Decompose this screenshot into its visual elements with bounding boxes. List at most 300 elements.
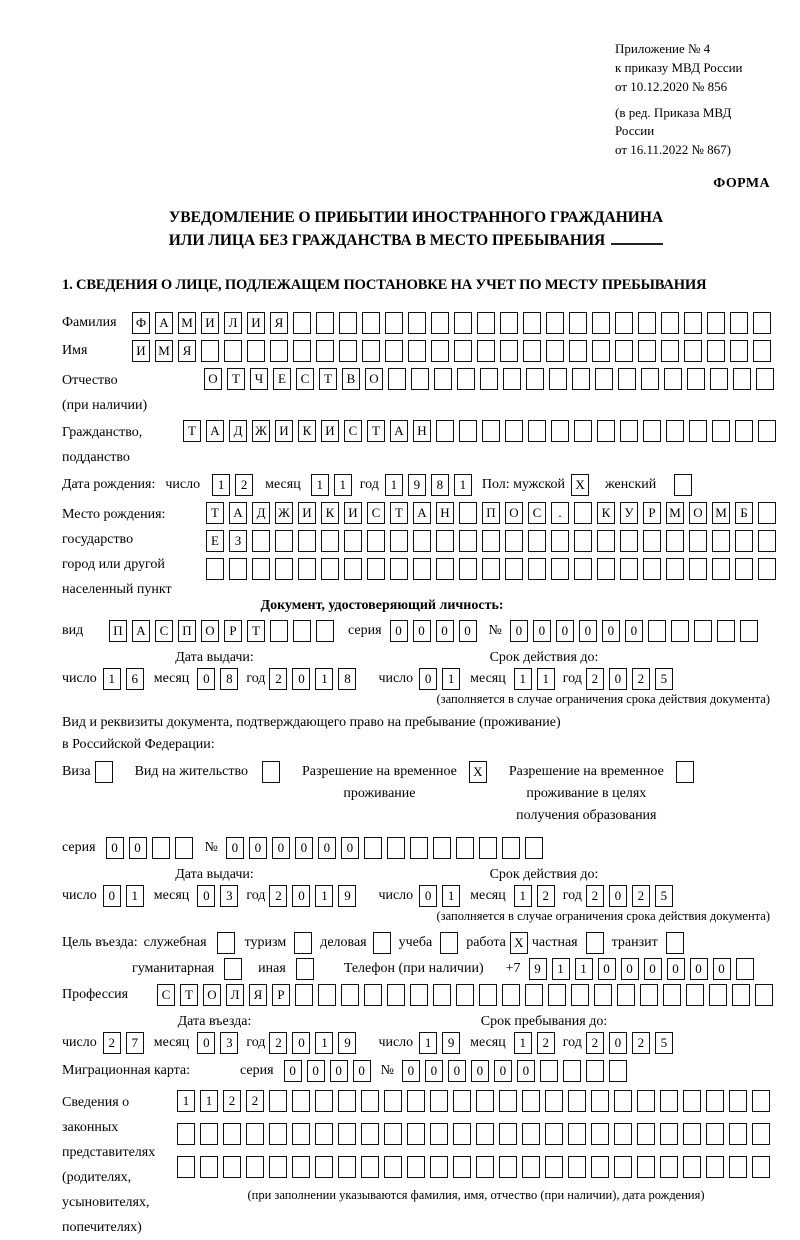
form-cell (388, 368, 406, 390)
form-cell: 0 (103, 885, 121, 907)
form-cell (637, 1090, 655, 1112)
sex-male-label: Пол: мужской (481, 476, 566, 492)
migration-number-cells (402, 1060, 627, 1082)
form-cell: 1 (177, 1090, 195, 1112)
form-cell: 0 (402, 1060, 420, 1082)
phone-prefix: +7 (505, 960, 521, 976)
form-cell (275, 558, 293, 580)
form-cell (707, 312, 725, 334)
form-cell (410, 837, 428, 859)
surname-row (62, 312, 770, 334)
form-cell (687, 368, 705, 390)
form-cell (592, 340, 610, 362)
form-cell: 0 (579, 620, 597, 642)
temp-permit-edu-checkbox (676, 761, 694, 783)
form-cell: Т (367, 420, 385, 442)
form-cell (545, 1156, 563, 1178)
birth-place-block (62, 502, 770, 597)
form-cell (597, 420, 615, 442)
appendix-line: от 16.11.2022 № 867) (615, 142, 732, 158)
form-cell (440, 932, 458, 954)
form-cell (505, 420, 523, 442)
form-cell (476, 1156, 494, 1178)
form-cell: Р (224, 620, 242, 642)
form-cell: С (157, 984, 175, 1006)
form-cell (618, 368, 636, 390)
form-cell (528, 420, 546, 442)
form-cell: 9 (529, 958, 547, 980)
surname-label: Фамилия (62, 314, 117, 330)
form-cell (758, 420, 776, 442)
purpose-work-checkbox (510, 932, 528, 954)
form-cell (689, 420, 707, 442)
stay-until-heading: Срок пребывания до: (480, 1013, 608, 1029)
form-cell: 2 (269, 885, 287, 907)
form-cell (525, 984, 543, 1006)
form-cell (572, 368, 590, 390)
form-cell (758, 502, 776, 524)
form-cell: И (298, 502, 316, 524)
form-cell (482, 530, 500, 552)
id-document-row (62, 620, 770, 642)
form-cell (433, 984, 451, 1006)
form-cell (247, 340, 265, 362)
form-cell (594, 984, 612, 1006)
form-cell (614, 1156, 632, 1178)
form-cell (430, 1156, 448, 1178)
form-cell: 8 (431, 474, 449, 496)
form-cell (712, 420, 730, 442)
form-cell (476, 1123, 494, 1145)
visa-label: Виза (62, 763, 91, 779)
form-cell (269, 1123, 287, 1145)
form-cell (407, 1123, 425, 1145)
form-cell (453, 1123, 471, 1145)
form-cell (459, 420, 477, 442)
form-cell: 0 (197, 1032, 215, 1054)
citizenship-row (62, 420, 770, 470)
form-cell: М (178, 312, 196, 334)
form-cell (660, 1123, 678, 1145)
form-cell (152, 837, 170, 859)
doc-type-label: вид (62, 622, 84, 638)
appendix-reference (615, 40, 770, 160)
form-cell (177, 1123, 195, 1145)
form-cell: 0 (494, 1060, 512, 1082)
visit-purpose-row (62, 932, 770, 954)
form-cell (361, 1090, 379, 1112)
form-cell (660, 1090, 678, 1112)
form-cell: 8 (220, 668, 238, 690)
form-cell: 1 (442, 668, 460, 690)
purpose-label: Цель въезда: (62, 934, 138, 950)
phone-label: Телефон (при наличии) (343, 960, 484, 976)
form-cell: 1 (537, 668, 555, 690)
doc-valid-day (419, 668, 460, 690)
temp-permit-checkbox (469, 761, 487, 783)
form-cell (571, 984, 589, 1006)
temp-permit-edu-label: Разрешение на временное проживание в целях получения образования (508, 763, 664, 823)
form-cell (479, 984, 497, 1006)
form-cell: Т (183, 420, 201, 442)
form-cell (671, 620, 689, 642)
birth-day-cells (212, 474, 253, 496)
form-cell (568, 1123, 586, 1145)
form-cell: Ф (132, 312, 150, 334)
form-cell (522, 1156, 540, 1178)
form-cell: Н (436, 502, 454, 524)
form-cell (269, 1156, 287, 1178)
form-cell: 9 (442, 1032, 460, 1054)
form-cell (476, 1090, 494, 1112)
legal-reps-label: Сведения о законных представителях (родителях, усыновителях, попечителях) (62, 1094, 156, 1235)
form-cell: Е (206, 530, 224, 552)
form-cell: Н (413, 420, 431, 442)
form-cell (568, 1090, 586, 1112)
form-cell (298, 530, 316, 552)
form-cell: К (321, 502, 339, 524)
form-cell: 0 (690, 958, 708, 980)
form-cell (689, 530, 707, 552)
form-cell (95, 761, 113, 783)
profession-cells (157, 984, 773, 1006)
form-cell: 0 (330, 1060, 348, 1082)
form-cell (390, 530, 408, 552)
form-cell (505, 558, 523, 580)
surname-cells (132, 312, 771, 334)
form-cell: 5 (655, 1032, 673, 1054)
form-cell: 1 (419, 1032, 437, 1054)
doc-issue-day (103, 668, 144, 690)
form-cell (528, 558, 546, 580)
residence-doc-series-row (62, 837, 770, 859)
form-cell: 1 (552, 958, 570, 980)
residence-issue-date: число 0 1 месяц 0 3 год 2 0 1 9 (62, 885, 356, 907)
residence-dates-row (62, 885, 770, 907)
form-cell (252, 558, 270, 580)
stay-year (586, 1032, 673, 1054)
doc-type-cells (109, 620, 334, 642)
form-cell (298, 558, 316, 580)
form-cell: К (597, 502, 615, 524)
form-cell (660, 1156, 678, 1178)
legal-reps-note: (при заполнении указываются фамилия, имя, отчество (при наличии), дата рождения) (247, 1187, 705, 1202)
form-cell: 0 (197, 885, 215, 907)
purpose-other-checkbox (296, 958, 314, 980)
form-cell (689, 558, 707, 580)
doc-valid-date: число 0 1 месяц 1 1 год 2 0 2 5 (378, 668, 672, 690)
form-cell (736, 958, 754, 980)
form-cell: О (505, 502, 523, 524)
form-cell (666, 530, 684, 552)
form-cell: А (390, 420, 408, 442)
form-cell (643, 420, 661, 442)
form-cell: О (689, 502, 707, 524)
form-cell (246, 1123, 264, 1145)
form-cell (200, 1123, 218, 1145)
form-cell (413, 530, 431, 552)
form-cell: 2 (586, 1032, 604, 1054)
form-cell (574, 502, 592, 524)
form-cell (502, 984, 520, 1006)
form-cell: 9 (338, 885, 356, 907)
form-cell (384, 1156, 402, 1178)
migration-series-label: серия (240, 1062, 274, 1078)
form-cell (597, 558, 615, 580)
form-cell: 1 (311, 474, 329, 496)
form-cell: 3 (220, 1032, 238, 1054)
form-cell (500, 340, 518, 362)
section1-heading: 1. СВЕДЕНИЯ О ЛИЦЕ, ПОДЛЕЖАЩЕМ ПОСТАНОВКЕ НА УЧЕТ ПО МЕСТУ ПРЕБЫВАНИЯ (62, 276, 707, 293)
birth-place-label: Место рождения: государство город или другой населенный пункт (62, 506, 172, 597)
form-cell: 2 (586, 885, 604, 907)
form-cell (410, 984, 428, 1006)
purpose-row2-phone-row (62, 958, 770, 980)
form-cell: П (109, 620, 127, 642)
form-cell (499, 1123, 517, 1145)
form-cell: 1 (315, 1032, 333, 1054)
form-cell (683, 1090, 701, 1112)
form-cell (500, 312, 518, 334)
form-cell: С (296, 368, 314, 390)
sex-female-label: женский (605, 476, 657, 492)
form-cell: 0 (517, 1060, 535, 1082)
sex-female-checkbox (674, 474, 692, 496)
form-cell: Я (249, 984, 267, 1006)
form-label: ФОРМА (713, 176, 770, 192)
form-cell (339, 312, 357, 334)
form-cell (526, 368, 544, 390)
residence-number-label: № (204, 839, 218, 855)
form-cell (686, 984, 704, 1006)
form-cell: И (344, 502, 362, 524)
form-cell (756, 368, 774, 390)
form-cell (456, 837, 474, 859)
validity-note-2: (заполняется в случае ограничения срока действия документа) (436, 908, 770, 923)
form-cell: Р (272, 984, 290, 1006)
form-cell (528, 530, 546, 552)
purpose-transit-label: транзит (611, 934, 658, 950)
sex-male-checkbox (571, 474, 589, 496)
form-cell: 1 (212, 474, 230, 496)
form-cell (223, 1123, 241, 1145)
form-cell (453, 1090, 471, 1112)
form-cell: 0 (609, 1032, 627, 1054)
form-cell (270, 620, 288, 642)
validity-note: (заполняется в случае ограничения срока действия документа) (436, 691, 770, 706)
day-label: число (165, 476, 201, 492)
entry-date-heading: Дата въезда: (177, 1013, 252, 1029)
form-cell: 1 (126, 885, 144, 907)
form-cell (591, 1123, 609, 1145)
purpose-other-label: иная (258, 960, 286, 976)
form-cell (684, 312, 702, 334)
form-cell (503, 368, 521, 390)
form-cell: П (178, 620, 196, 642)
form-cell (735, 558, 753, 580)
form-cell (620, 558, 638, 580)
form-cell (640, 984, 658, 1006)
form-cell (338, 1156, 356, 1178)
form-cell (758, 530, 776, 552)
form-cell (545, 1090, 563, 1112)
residence-valid-date: число 0 1 месяц 1 2 год 2 0 2 5 (378, 885, 672, 907)
appendix-line: от 10.12.2020 № 856 (615, 78, 728, 94)
form-cell: М (712, 502, 730, 524)
form-cell (569, 340, 587, 362)
form-cell: А (413, 502, 431, 524)
form-cell: 9 (338, 1032, 356, 1054)
form-cell: П (482, 502, 500, 524)
form-cell (316, 340, 334, 362)
citizenship-label: Гражданство, подданство (62, 424, 143, 465)
form-cell (453, 1156, 471, 1178)
form-cell (275, 530, 293, 552)
form-cell (753, 312, 771, 334)
form-cell (384, 1123, 402, 1145)
form-cell (592, 312, 610, 334)
purpose-business-checkbox (217, 932, 235, 954)
form-cell: Ч (250, 368, 268, 390)
form-cell (591, 1156, 609, 1178)
form-cell: 5 (655, 668, 673, 690)
form-cell (620, 420, 638, 442)
doc-issue-year (269, 668, 356, 690)
form-title (62, 206, 770, 253)
form-cell: Б (735, 502, 753, 524)
form-cell: Л (226, 984, 244, 1006)
doc-series-label: серия (348, 622, 382, 638)
form-cell (341, 984, 359, 1006)
form-cell (390, 558, 408, 580)
purpose-transit-checkbox (666, 932, 684, 954)
doc-number-cells (510, 620, 758, 642)
doc-dates-row (62, 668, 770, 690)
form-cell (641, 368, 659, 390)
form-cell (712, 530, 730, 552)
id-document-heading: Документ, удостоверяющий личность: (260, 597, 504, 613)
form-cell (684, 340, 702, 362)
stay-until-date: число 1 9 месяц 1 2 год 2 0 2 5 (378, 1032, 672, 1054)
residence-series-cells (106, 837, 193, 859)
form-cell: М (666, 502, 684, 524)
doc-series-cells (390, 620, 477, 642)
form-cell (201, 340, 219, 362)
legal-reps-block (62, 1090, 770, 1240)
form-cell (224, 340, 242, 362)
form-cell (344, 530, 362, 552)
visa-checkbox (95, 761, 113, 783)
form-cell (269, 1090, 287, 1112)
doc-valid-month (514, 668, 555, 690)
appendix-line: Приложение № 4 (615, 41, 711, 56)
year-label: год (359, 476, 379, 492)
purpose-commercial-label: деловая (320, 934, 367, 950)
form-cell (431, 340, 449, 362)
form-cell (586, 932, 604, 954)
form-cell: С (367, 502, 385, 524)
form-cell (454, 312, 472, 334)
doc-issue-month (197, 668, 238, 690)
form-cell (433, 837, 451, 859)
form-cell (694, 620, 712, 642)
form-cell (364, 984, 382, 1006)
form-cell: 0 (413, 620, 431, 642)
form-cell: О (201, 620, 219, 642)
form-cell: . (551, 502, 569, 524)
form-cell: 0 (621, 958, 639, 980)
profession-label: Профессия (62, 986, 129, 1002)
form-cell (735, 530, 753, 552)
valid-until-heading: Срок действия до: (489, 649, 599, 665)
form-cell: X (571, 474, 589, 496)
migration-series-cells (284, 1060, 371, 1082)
form-cell (262, 761, 280, 783)
phone-cells (529, 958, 754, 980)
form-cell: С (155, 620, 173, 642)
form-cell (525, 837, 543, 859)
form-cell (661, 340, 679, 362)
form-cell: 2 (269, 668, 287, 690)
form-cell: С (344, 420, 362, 442)
birth-place-row2 (206, 530, 776, 552)
form-cell: 0 (353, 1060, 371, 1082)
form-cell: Е (273, 368, 291, 390)
form-cell (638, 312, 656, 334)
form-cell: Т (319, 368, 337, 390)
form-cell (637, 1156, 655, 1178)
form-cell (591, 1090, 609, 1112)
form-cell: М (155, 340, 173, 362)
form-cell (664, 368, 682, 390)
form-cell (648, 620, 666, 642)
form-cell: 0 (292, 668, 310, 690)
form-cell (597, 530, 615, 552)
entry-day (103, 1032, 144, 1054)
form-cell (740, 620, 758, 642)
form-cell (339, 340, 357, 362)
form-cell: А (206, 420, 224, 442)
form-cell: Я (270, 312, 288, 334)
patronymic-cells (204, 368, 774, 390)
legal-reps-row2 (177, 1123, 775, 1145)
form-cell (706, 1090, 724, 1112)
form-cell (292, 1090, 310, 1112)
form-cell: Ж (275, 502, 293, 524)
residence-issue-day (103, 885, 144, 907)
given-name-row (62, 340, 770, 362)
form-cell (752, 1123, 770, 1145)
form-cell (292, 1123, 310, 1145)
purpose-private-label: частная (531, 934, 578, 950)
form-cell: 8 (338, 668, 356, 690)
form-cell: Т (206, 502, 224, 524)
form-cell (477, 340, 495, 362)
form-cell (338, 1090, 356, 1112)
patronymic-row (62, 368, 770, 418)
patronymic-label: Отчество (при наличии) (62, 372, 148, 413)
form-cell (523, 312, 541, 334)
form-cell (430, 1090, 448, 1112)
form-cell: 0 (459, 620, 477, 642)
form-cell (408, 312, 426, 334)
form-title-line2: ИЛИ ЛИЦА БЕЗ ГРАЖДАНСТВА В МЕСТО ПРЕБЫВАНИЯ (62, 229, 770, 252)
doc-valid-year (586, 668, 673, 690)
form-cell: О (204, 368, 222, 390)
form-cell (436, 558, 454, 580)
birth-place-cells (206, 502, 776, 586)
form-cell: 0 (106, 837, 124, 859)
